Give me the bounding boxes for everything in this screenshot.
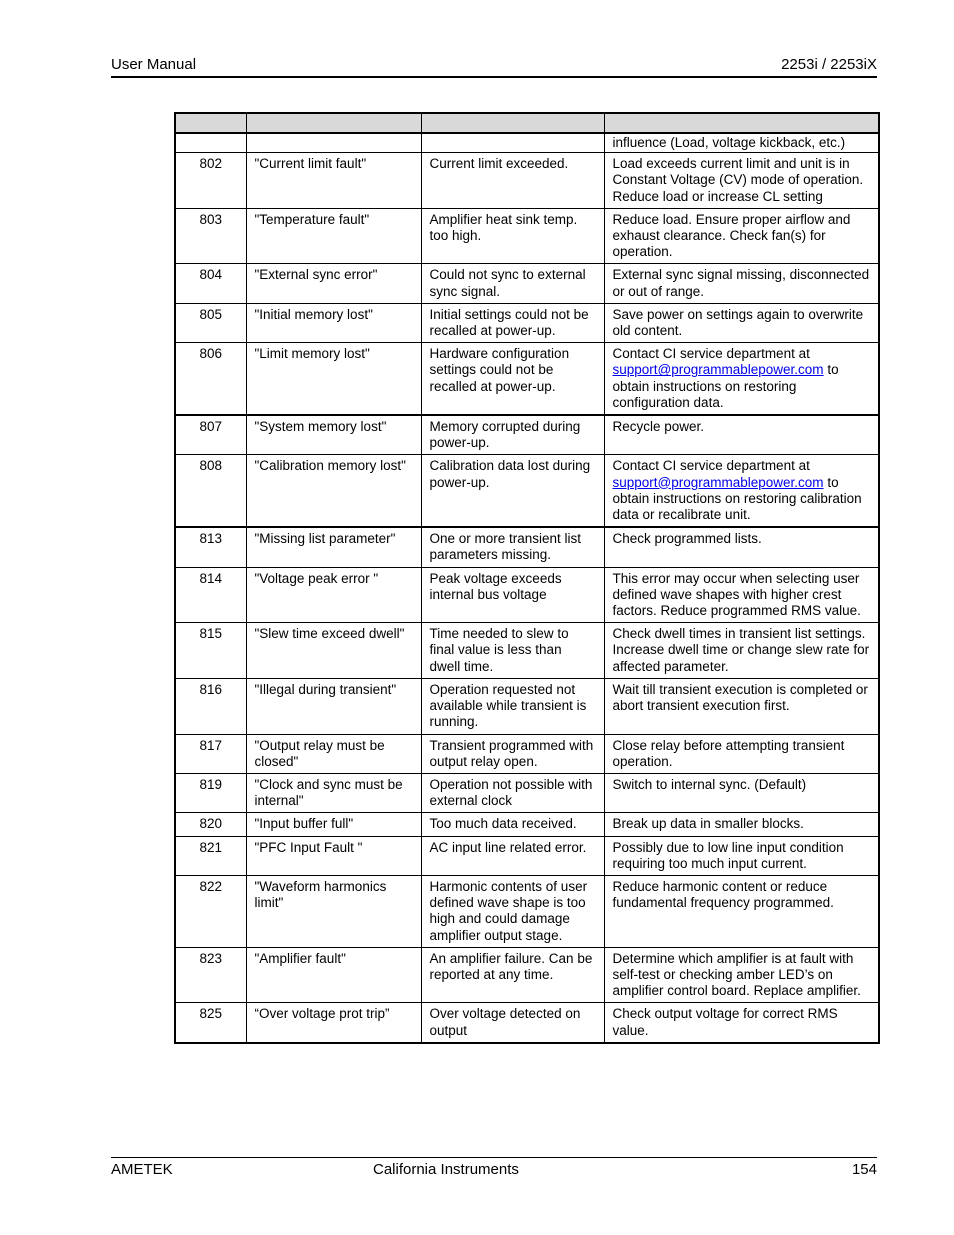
cell-message: "Initial memory lost"	[246, 303, 421, 342]
cell-description: Over voltage detected on output	[421, 1003, 604, 1043]
cell-action: Close relay before attempting transient operation.	[604, 734, 879, 773]
cell-message: “Over voltage prot trip”	[246, 1003, 421, 1043]
cell-code: 817	[175, 734, 246, 773]
cell-action: influence (Load, voltage kickback, etc.)	[604, 133, 879, 153]
table-row	[175, 567, 879, 623]
table-row	[175, 208, 879, 264]
cell-code: 808	[175, 455, 246, 527]
cell-code: 822	[175, 875, 246, 947]
cell-description: Could not sync to external sync signal.	[421, 264, 604, 303]
error-code-table	[174, 112, 880, 1044]
table-row	[175, 734, 879, 773]
cell-action: This error may occur when selecting user defined wave shapes with higher crest factors. Reduce programmed RMS value.	[604, 567, 879, 623]
cell-description: Harmonic contents of user defined wave shape is too high and could damage amplifier output stage.	[421, 875, 604, 947]
table-row	[175, 813, 879, 836]
cell-message: "Missing list parameter"	[246, 527, 421, 567]
cell-code: 823	[175, 947, 246, 1003]
cell-action: Reduce harmonic content or reduce fundamental frequency programmed.	[604, 875, 879, 947]
cell-code: 807	[175, 415, 246, 455]
action-text: to obtain instructions on restoring configuration data.	[612, 362, 839, 410]
cell-message: "Input buffer full"	[246, 813, 421, 836]
cell-description: AC input line related error.	[421, 836, 604, 875]
table-row	[175, 773, 879, 812]
cell-action: Possibly due to low line input condition requiring too much input current.	[604, 836, 879, 875]
cell-message: "Output relay must be closed"	[246, 734, 421, 773]
cell-code: 815	[175, 623, 246, 679]
cell-code: 803	[175, 208, 246, 264]
cell-description: One or more transient list parameters missing.	[421, 527, 604, 567]
support-email-link[interactable]: support@programmablepower.com	[612, 474, 824, 490]
cell-code: 816	[175, 678, 246, 734]
cell-message: "System memory lost"	[246, 415, 421, 455]
cell-description: Memory corrupted during power-up.	[421, 415, 604, 455]
cell-message: "PFC Input Fault "	[246, 836, 421, 875]
cell-message: "Calibration memory lost"	[246, 455, 421, 527]
action-text: Contact CI service department at	[612, 346, 810, 362]
cell-code	[175, 133, 246, 153]
page-number: 154	[851, 1161, 877, 1178]
cell-message: "Clock and sync must be internal"	[246, 773, 421, 812]
table-row	[175, 875, 879, 947]
cell-message: "Limit memory lost"	[246, 343, 421, 415]
table-row	[175, 343, 879, 415]
cell-action	[604, 455, 879, 527]
cell-action: Check programmed lists.	[604, 527, 879, 567]
cell-message: "Waveform harmonics limit"	[246, 875, 421, 947]
cell-action: Break up data in smaller blocks.	[604, 813, 879, 836]
header-cell-action	[604, 113, 879, 133]
cell-message: "Amplifier fault"	[246, 947, 421, 1003]
cell-action: Switch to internal sync. (Default)	[604, 773, 879, 812]
cell-message: "Voltage peak error "	[246, 567, 421, 623]
table-row	[175, 527, 879, 567]
cell-code: 821	[175, 836, 246, 875]
cell-description: Initial settings could not be recalled at power-up.	[421, 303, 604, 342]
cell-description: Current limit exceeded.	[421, 153, 604, 209]
table-row	[175, 455, 879, 527]
action-text: to obtain instructions on restoring calibration data or recalibrate unit.	[612, 474, 862, 523]
table-row	[175, 264, 879, 303]
cell-code: 813	[175, 527, 246, 567]
cell-message: "Illegal during transient"	[246, 678, 421, 734]
cell-code: 825	[175, 1003, 246, 1043]
page-footer	[111, 1157, 877, 1180]
table-row	[175, 303, 879, 342]
header-cell-message	[246, 113, 421, 133]
footer-division: California Instruments	[373, 1161, 519, 1178]
cell-action	[604, 343, 879, 415]
cell-action: Determine which amplifier is at fault with self-test or checking amber LED’s on amplifier control board. Replace amplifier.	[604, 947, 879, 1003]
cell-action: Reduce load. Ensure proper airflow and exhaust clearance. Check fan(s) for operation.	[604, 208, 879, 264]
table-row-continued	[175, 133, 879, 153]
cell-message	[246, 133, 421, 153]
page-header	[111, 56, 877, 78]
cell-message: "Slew time exceed dwell"	[246, 623, 421, 679]
cell-action: External sync signal missing, disconnected or out of range.	[604, 264, 879, 303]
cell-description: Calibration data lost during power-up.	[421, 455, 604, 527]
cell-action: Recycle power.	[604, 415, 879, 455]
header-model: 2253i / 2253iX	[781, 56, 877, 73]
cell-code: 806	[175, 343, 246, 415]
cell-message: "Temperature fault"	[246, 208, 421, 264]
table-row	[175, 623, 879, 679]
support-email-link[interactable]: support@programmablepower.com	[612, 362, 824, 378]
cell-description: Amplifier heat sink temp. too high.	[421, 208, 604, 264]
cell-description	[421, 133, 604, 153]
cell-action: Load exceeds current limit and unit is in Constant Voltage (CV) mode of operation. Reduce load or increase CL setting	[604, 153, 879, 209]
cell-description: Operation requested not available while transient is running.	[421, 678, 604, 734]
cell-action: Save power on settings again to overwrite old content.	[604, 303, 879, 342]
cell-description: Transient programmed with output relay open.	[421, 734, 604, 773]
cell-description: Hardware configuration settings could not be recalled at power-up.	[421, 343, 604, 415]
table-row	[175, 1003, 879, 1043]
table-row	[175, 836, 879, 875]
cell-action: Check dwell times in transient list settings. Increase dwell time or change slew rate for affected parameter.	[604, 623, 879, 679]
cell-message: "External sync error"	[246, 264, 421, 303]
cell-description: An amplifier failure. Can be reported at any time.	[421, 947, 604, 1003]
table-row	[175, 947, 879, 1003]
header-cell-description	[421, 113, 604, 133]
cell-message: "Current limit fault"	[246, 153, 421, 209]
cell-code: 804	[175, 264, 246, 303]
cell-code: 814	[175, 567, 246, 623]
cell-action: Wait till transient execution is completed or abort transient execution first.	[604, 678, 879, 734]
table-row	[175, 678, 879, 734]
table-row	[175, 415, 879, 455]
table-header-row	[175, 113, 879, 133]
cell-code: 820	[175, 813, 246, 836]
header-manual-title: User Manual	[111, 56, 197, 73]
cell-code: 819	[175, 773, 246, 812]
cell-description: Time needed to slew to final value is less than dwell time.	[421, 623, 604, 679]
table-row	[175, 153, 879, 209]
header-cell-code	[175, 113, 246, 133]
cell-code: 802	[175, 153, 246, 209]
cell-code: 805	[175, 303, 246, 342]
cell-description: Peak voltage exceeds internal bus voltage	[421, 567, 604, 623]
cell-description: Operation not possible with external clock	[421, 773, 604, 812]
action-text: Contact CI service department at	[612, 458, 810, 474]
cell-action: Check output voltage for correct RMS value.	[604, 1003, 879, 1043]
footer-company: AMETEK	[111, 1161, 173, 1178]
cell-description: Too much data received.	[421, 813, 604, 836]
